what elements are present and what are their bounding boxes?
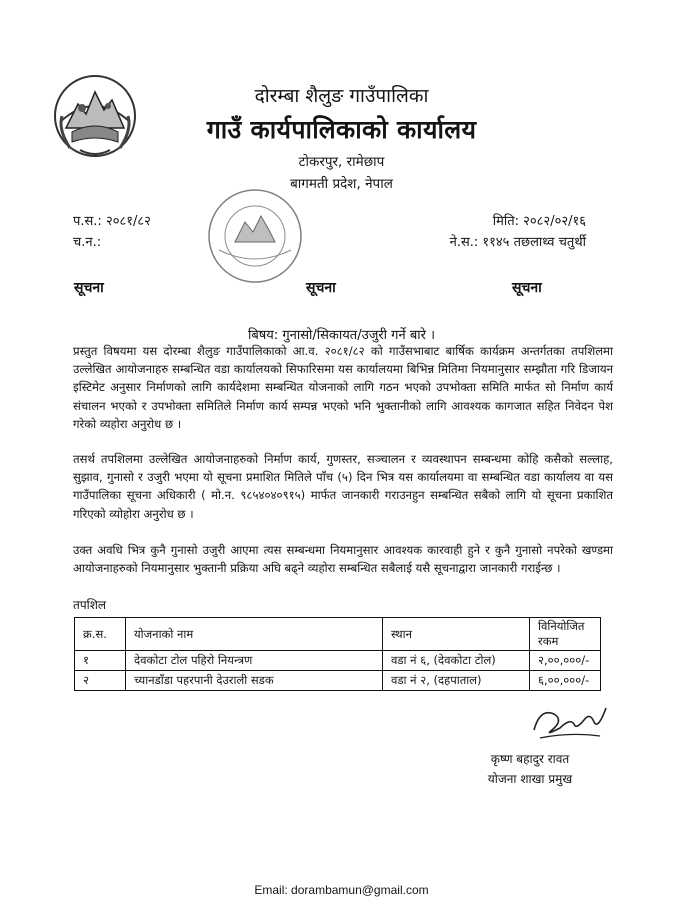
body-paragraph: प्रस्तुत विषयमा यस दोरम्बा शैलुङ गाउँपालिकाको आ.व. २०८१/८२ को गाउँसभाबाट बार्षिक कार्यक्रम अन्तर्गतका तपशिलमा उल्लेखित आयोजनाहरु सम्बन्धित वडा कार्यालयको सिफारिसमा यस कार्यालयमा बिभिन्न मितिमा नियमानुसार सम्झौता गरि डिजायन इस्टिमेट अनुसार निर्माणको लागि कार्यदेशमा सम्बन्धित योजनाको लागि गठन भएको उपभोक्ता समिति मार्फत सो निर्माण कार्य संचालन भएको र उपभोक्ता समितिले निर्माण कार्य सम्पन्न भएको भनि भुक्तानीको लागि आवश्यक कागजात सहित निवेदन पेश गरेको व्यहोरा अनुरोध छ । xyxy=(73,344,613,431)
col-header-serial: क्र.स. xyxy=(75,618,126,651)
col-header-location: स्थान xyxy=(383,618,530,651)
table-row xyxy=(75,671,601,691)
signature xyxy=(530,700,610,744)
details-label: तपशिल xyxy=(73,598,107,612)
notice-heading-left: सूचना xyxy=(74,280,104,296)
date: मिति: २०८२/०२/१६ xyxy=(492,214,586,229)
municipality-name: दोरम्बा शैलुङ गाउँपालिका xyxy=(254,85,429,107)
body-paragraph: तसर्थ तपशिलमा उल्लेखित आयोजनाहरुको निर्माण कार्य, गुणस्तर, सञ्चालन र व्यवस्थापन सम्बन्धमा कोहि कसैको सल्लाह, सुझाव, गुनासो र उजुरी भएमा यो सूचना प्रमाशित मितिले पाँच (५) दिन भित्र यस कार्यालयमा वा सम्बन्धित वडा कार्यालय वा यस गाउँपालिका सूचना अधिकारी ( मो.न. ९८५४०४०९१५) मार्फत जानकारी गराउनहुन सम्बन्धित सबैको लागि यो सूचना प्रकाशित गरिएको व्योहोरा अनुरोध छ । xyxy=(73,452,613,521)
table-header-row xyxy=(75,618,601,651)
address-line-2: बागमती प्रदेश, नेपाल xyxy=(290,176,393,192)
cell-location: वडा नं ६, (देवकोटा टोल) xyxy=(383,651,530,671)
col-header-amount: विनियोजित रकम xyxy=(530,618,601,651)
address-line-1: टोकरपुर, रामेछाप xyxy=(298,154,385,170)
cell-amount: ६,००,०००/- xyxy=(530,671,601,691)
cell-project: च्यानडाँडा पहरपानी देउराली सडक xyxy=(126,671,383,691)
notice-heading-center: सूचना xyxy=(306,280,336,296)
cell-serial: २ xyxy=(75,671,126,691)
notice-heading-right: सूचना xyxy=(512,280,542,296)
project-table xyxy=(74,617,601,691)
signatory-name: कृष्ण बहादुर रावत xyxy=(490,752,570,766)
body-paragraph: उक्त अवधि भित्र कुनै गुनासो उजुरी आएमा त्यस सम्बन्धमा नियमानुसार आवश्यक कारवाही हुने र कुनै गुनासो नपरेको खण्डमा आयोजनाहरुको नियमानुसार भुक्तानी प्रक्रिया अघि बढ्ने व्यहोरा सम्बन्धित सबैलाई यसै सूचनाद्वारा जानकारी गराईन्छ । xyxy=(73,543,613,576)
signatory-title: योजना शाखा प्रमुख xyxy=(487,772,573,786)
nepal-sambat-date: ने.स.: ११४५ तछलाथ्व चतुर्थी xyxy=(449,235,586,250)
table-row xyxy=(75,651,601,671)
subject-line: बिषय: गुनासो/सिकायत/उजुरी गर्ने बारे । xyxy=(247,328,436,343)
office-stamp xyxy=(205,186,305,286)
office-name: गाउँ कार्यपालिकाको कार्यालय xyxy=(206,115,477,144)
cell-amount: २,००,०००/- xyxy=(530,651,601,671)
cell-location: वडा नं २, (दहपाताल) xyxy=(383,671,530,691)
cell-serial: १ xyxy=(75,651,126,671)
footer-email: Email: dorambamun@gmail.com xyxy=(254,883,429,897)
reference-number: प.स.: २०८१/८२ xyxy=(73,214,151,229)
cell-project: देवकोटा टोल पहिरो नियन्त्रण xyxy=(126,651,383,671)
col-header-project: योजनाको नाम xyxy=(126,618,383,651)
dispatch-number: च.न.: xyxy=(73,235,102,250)
